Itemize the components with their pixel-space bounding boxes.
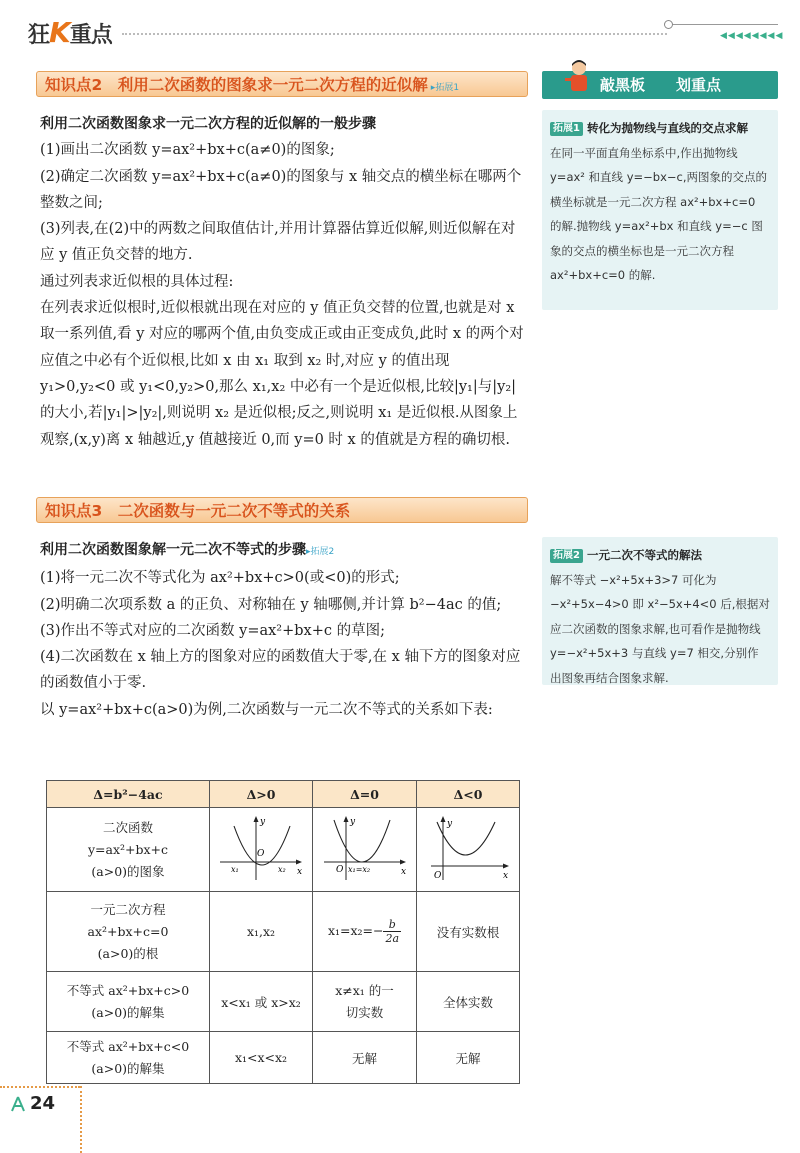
section2-step-3: (3)列表,在(2)中的两数之间取值估计,并用计算器估算近似解,则近似解在对应 y 值正负交替的地方. [40,221,516,264]
table-cell: 无解 [313,1032,417,1084]
parabola-one-root-graph [320,812,410,884]
section3-step-1: (1)将一元二次不等式化为 ax²+bx+c>0(或<0)的形式; [40,570,400,587]
ext1-body: 在同一平面直角坐标系中,作出抛物线 y=ax² 和直线 y=−bx−c,两图象的交点的横坐标就是一元二次方程 ax²+bx+c=0 的解.抛物线 y=ax²+bx 和直线 y=−c 图象的交点的横坐标也是一元二次方程 ax²+bx+c=0 的解. [550,145,768,282]
section2-step-2: (2)确定二次函数 y=ax²+bx+c(a≠0)的图象与 x 轴交点的横坐标在哪两个整数之间; [40,168,522,211]
table-cell: 全体实数 [417,972,520,1032]
section2-title: 知识点2 利用二次函数的图象求一元二次方程的近似解 [45,76,428,94]
sidebar-extension-1 [542,110,778,310]
table-cell: x₁=x₂=− $\frac{b}{2a}$ [313,892,417,972]
table-row [47,808,520,892]
table-header: Δ=0 [313,781,417,808]
svg-text:y: y [260,817,266,827]
sidebar-title-left: 敲黑板 [600,76,646,94]
compass-icon [8,1096,28,1112]
relation-table [46,780,520,1084]
header-circle [664,20,673,29]
graph-one-root [313,808,417,892]
row-label-lt: 不等式 ax²+bx+c<0 (a>0)的解集 [47,1032,210,1084]
ext2-title: 一元二次不等式的解法 [586,548,702,562]
section3-heading: 利用二次函数图象解一元二次不等式的步骤 [40,542,306,558]
header-arrows-icon: ◀◀◀◀◀◀◀◀ [720,31,784,41]
section3-intro: 以 y=ax²+bx+c(a>0)为例,二次函数与一元二次不等式的关系如下表: [40,701,493,718]
section2-subheading: 通过列表求近似根的具体过程: [40,273,234,290]
svg-text:x: x [297,867,303,877]
section2-heading: 利用二次函数图象求一元二次方程的近似解的一般步骤 [40,116,376,132]
section3-tag: ▸拓展2 [306,547,335,557]
section3-step-2: (2)明确二次项系数 a 的正负、对称轴在 y 轴哪侧,并计算 b²−4ac 的值; [40,596,502,613]
svg-text:O: O [434,871,442,881]
table-row [47,972,520,1032]
ext1-badge: 拓展1 [550,122,583,136]
section2-step-1: (1)画出二次函数 y=ax²+bx+c(a≠0)的图象; [40,142,335,159]
section3-step-3: (3)作出不等式对应的二次函数 y=ax²+bx+c 的草图; [40,622,385,639]
row-label-graph: 二次函数 y=ax²+bx+c (a>0)的图象 [47,808,210,892]
table-cell: 没有实数根 [417,892,520,972]
section3-step-4: (4)二次函数在 x 轴上方的图象对应的函数值大于零,在 x 轴下方的图象对应的函数值小于零. [40,649,521,692]
table-row [47,1032,520,1084]
parabola-no-root-graph [423,812,513,884]
table-cell: x₁,x₂ [210,892,313,972]
table-header: Δ<0 [417,781,520,808]
svg-text:O: O [257,849,265,859]
svg-text:y: y [349,817,355,827]
svg-text:x: x [400,867,406,877]
graph-two-roots [210,808,313,892]
section2-body [40,111,528,453]
ext1-title: 转化为抛物线与直线的交点求解 [586,121,748,135]
svg-text:y: y [447,819,453,829]
section2-title-bar [36,71,528,97]
table-row [47,892,520,972]
section2-tag: ▸拓展1 [430,83,460,93]
sidebar-title-right: 划重点 [676,76,722,94]
table-cell: x≠x₁ 的一 切实数 [313,972,417,1032]
footer-vertical-divider [80,1086,82,1153]
row-label-roots: 一元二次方程 ax²+bx+c=0 (a>0)的根 [47,892,210,972]
svg-text:O: O [335,865,343,875]
footer-divider [0,1086,80,1088]
teacher-mascot-icon [562,58,596,98]
brand-logo: 狂K重点 [28,16,112,49]
row-label-gt: 不等式 ax²+bx+c>0 (a>0)的解集 [47,972,210,1032]
table-cell: x₁<x<x₂ [210,1032,313,1084]
svg-text:x₁=x₂: x₁=x₂ [347,865,370,874]
section3-body [40,537,528,723]
ext2-badge: 拓展2 [550,549,583,563]
table-cell: 无解 [417,1032,520,1084]
table-header-row [47,781,520,808]
sidebar-extension-2 [542,537,778,685]
table-cell: x<x₁ 或 x>x₂ [210,972,313,1032]
svg-text:x₁: x₁ [231,865,239,874]
header-divider [122,33,667,35]
header-line [668,24,778,25]
ext2-body: 解不等式 −x²+5x+3>7 可化为 −x²+5x−4>0 即 x²−5x+4<0 后,根据对应二次函数的图象求解,也可看作是抛物线 y=−x²+5x+3 与直线 y=7 相交,分别作出图象再结合图象求解. [550,572,770,685]
svg-text:x₂: x₂ [278,865,286,874]
graph-no-root [417,808,520,892]
section3-title-bar [36,497,528,523]
parabola-two-roots-graph [216,812,306,884]
svg-text:x: x [503,871,509,881]
page-number: 24 [30,1093,56,1114]
table-header: Δ=b²−4ac [47,781,210,808]
section3-title: 知识点3 二次函数与一元二次不等式的关系 [45,502,351,520]
table-header: Δ>0 [210,781,313,808]
section2-paragraph: 在列表求近似根时,近似根就出现在对应的 y 值正负交替的位置,也就是对 x 取一系列值,看 y 对应的哪两个值,由负变成正或由正变成负,此时 x 的两个对应值之中必有个近似根,比如 x 由 x₁ 取到 x₂ 时,对应 y 的值出现 y₁>0,y₂<0 或 y₁<0,y₂>0,那么 x₁,x₂ 中必有一个是近似根,比较|y₁|与|y₂|的大小,若|y₁|>|y₂|,则说明 x₂ 是近似根;反之,则说明 x₁ 是近似根.从图象上观察,(x,y)离 x 轴越近,y 值越接近 0,而 y=0 时 x 的值就是方程的确切根. [40,300,524,448]
